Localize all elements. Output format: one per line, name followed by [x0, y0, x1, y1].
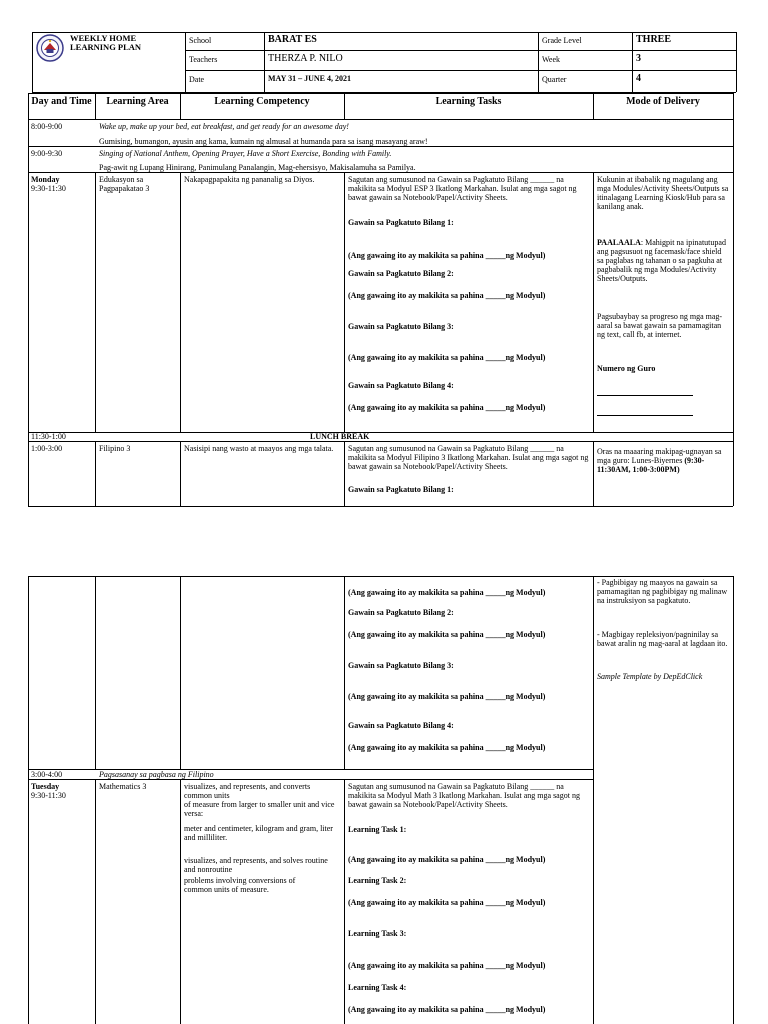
time-filipino: 1:00-3:00	[31, 444, 63, 453]
task-intro-esp: Sagutan ang sumusunod na Gawain sa Pagkatuto Bilang ______ na makikita sa Modyul ESP 3 Ikatlong Markahan. Isulat ang mga sagot ng bawat gawain sa Notebook/Papel/Activity Sheets.	[348, 175, 577, 202]
time-monday: 9:30-11:30	[31, 184, 66, 193]
oras-time: (9:30-11:30AM, 1:00-3:00PM)	[597, 456, 705, 474]
teachers-value: THERZA P. NILO	[268, 53, 343, 64]
opening-english: Singing of National Anthem, Opening Prayer, Have a Short Exercise, Bonding with Family.	[99, 149, 392, 158]
routine-english: Wake up, make up your bed, eat breakfast, and get ready for an awesome day!	[99, 122, 349, 131]
delivery-pagbibigay: - Pagbibigay ng maayos na gawain sa pamamagitan ng pagbibigay ng malinaw na instruksiyon sa pagkatuto.	[597, 578, 728, 605]
gawain-1-filipino-label: Gawain sa Pagkatuto Bilang 1:	[348, 485, 454, 494]
school-label: School	[189, 36, 212, 45]
delivery-oras	[597, 447, 729, 474]
competency-math-1: visualizes, and represents, and converts common units	[184, 782, 311, 800]
ang-gawain-math-3: (Ang gawaing ito ay makikita sa pahina _____ng Modyul)	[348, 961, 546, 970]
competency-math-5: problems involving conversions of common units of measure.	[184, 876, 296, 894]
ang-gawain-p2-2: (Ang gawaing ito ay makikita sa pahina _____ng Modyul)	[348, 630, 546, 639]
time-pagsasanay: 3:00-4:00	[31, 770, 63, 779]
gawain-2-label: Gawain sa Pagkatuto Bilang 2:	[348, 269, 454, 278]
school-value: BARAT ES	[268, 34, 317, 45]
learning-task-4-label: Learning Task 4:	[348, 983, 407, 992]
competency-math-4: visualizes, and represents, and solves routine and nonroutine	[184, 856, 328, 874]
delivery-magbigay: - Magbigay repleksiyon/pagninilay sa bawat aralin ng mag-aaral at lagdaan ito.	[597, 630, 728, 648]
signature-line-2	[597, 415, 693, 416]
teachers-label: Teachers	[189, 55, 218, 64]
lunch-break-label: LUNCH BREAK	[310, 432, 370, 441]
time-tuesday: 9:30-11:30	[31, 791, 66, 800]
ang-gawain-math-2: (Ang gawaing ito ay makikita sa pahina _____ng Modyul)	[348, 898, 546, 907]
ang-gawain-3: (Ang gawaing ito ay makikita sa pahina _____ng Modyul)	[348, 353, 546, 362]
quarter-label: Quarter	[542, 75, 567, 84]
gawain-4-p2-label: Gawain sa Pagkatuto Bilang 4:	[348, 721, 454, 730]
signature-line-1	[597, 395, 693, 396]
competency-filipino: Nasisipi nang wasto at maayos ang mga talata.	[184, 444, 334, 453]
ang-gawain-1: (Ang gawaing ito ay makikita sa pahina _____ng Modyul)	[348, 251, 546, 260]
area-filipino: Filipino 3	[99, 444, 131, 453]
grade-level-label: Grade Level	[542, 36, 582, 45]
delivery-pagsubaybay: Pagsubaybay sa progreso ng mga mag-aaral sa bawat gawain sa pamamagitan ng text, call fb, at internet.	[597, 312, 723, 339]
gawain-4-label: Gawain sa Pagkatuto Bilang 4:	[348, 381, 454, 390]
sample-template-credit: Sample Template by DepEdClick	[597, 672, 703, 681]
gawain-3-label: Gawain sa Pagkatuto Bilang 3:	[348, 322, 454, 331]
col-header-tasks: Learning Tasks	[435, 96, 502, 107]
ang-gawain-math-4: (Ang gawaing ito ay makikita sa pahina _____ng Modyul)	[348, 1005, 546, 1014]
date-value: MAY 31 – JUNE 4, 2021	[268, 74, 351, 83]
task-intro-filipino: Sagutan ang sumusunod na Gawain sa Pagkatuto Bilang ______ na makikita sa Modyul Filipino 3 Ikatlong Markahan. Isulat ang mga sagot ng bawat gawain sa Notebook/Papel/Activity Sheets.	[348, 444, 589, 471]
delivery-kukunin: Kukunin at ibabalik ng magulang ang mga Modules/Activity Sheets/Outputs sa itinalagang Learning Kiosk/Hub para sa kanilang anak.	[597, 175, 729, 211]
oras-text: Oras na maaaring makipag-ugnayan sa mga guro: Lunes-Biyernes	[597, 447, 722, 465]
col-header-day-time: Day and Time	[31, 96, 92, 107]
ang-gawain-p2-1: (Ang gawaing ito ay makikita sa pahina _____ng Modyul)	[348, 588, 546, 597]
gawain-1-label: Gawain sa Pagkatuto Bilang 1:	[348, 218, 454, 227]
deped-seal-icon	[36, 34, 64, 62]
routine-filipino: Gumising, bumangon, ayusin ang kama, kumain ng almusal at humanda para sa isang masayang araw!	[99, 137, 428, 146]
pagsasanay-text: Pagsasanay sa pagbasa ng Filipino	[99, 770, 214, 779]
week-value: 3	[636, 53, 641, 64]
area-esp: Edukasyon sa Pagpapakatao 3	[99, 175, 150, 193]
gawain-3-p2-label: Gawain sa Pagkatuto Bilang 3:	[348, 661, 454, 670]
paalaala-label: PAALAALA	[597, 238, 641, 247]
paalaala-text: : Mahigpit na ipinatutupad ang pagsusuot ng facemask/face shield sa paglabas ng tahanan o sa pagkuha at pagbabalik ng mga Modules/Activity Sheets/Outputs.	[597, 238, 726, 283]
area-math: Mathematics 3	[99, 782, 147, 791]
learning-task-2-label: Learning Task 2:	[348, 876, 407, 885]
ang-gawain-p2-3: (Ang gawaing ito ay makikita sa pahina _____ng Modyul)	[348, 692, 546, 701]
gawain-2-p2-label: Gawain sa Pagkatuto Bilang 2:	[348, 608, 454, 617]
plan-title-line1: WEEKLY HOME	[70, 33, 137, 43]
delivery-paalaala	[597, 238, 729, 283]
date-label: Date	[189, 75, 205, 84]
grade-level-value: THREE	[636, 34, 672, 45]
quarter-value: 4	[636, 73, 641, 84]
day-monday: Monday	[31, 175, 60, 184]
competency-math-3: meter and centimeter, kilogram and gram, liter and milliliter.	[184, 824, 333, 842]
ang-gawain-p2-4: (Ang gawaing ito ay makikita sa pahina _____ng Modyul)	[348, 743, 546, 752]
competency-esp: Nakapagpapakita ng pananalig sa Diyos.	[184, 175, 315, 184]
numero-ng-guro-label: Numero ng Guro	[597, 364, 656, 373]
plan-title-line2: LEARNING PLAN	[70, 42, 142, 52]
time-9-930: 9:00-9:30	[31, 149, 63, 158]
time-8-9: 8:00-9:00	[31, 122, 63, 131]
time-lunch: 11:30-1:00	[31, 432, 66, 441]
col-header-competency: Learning Competency	[214, 96, 310, 107]
learning-task-1-label: Learning Task 1:	[348, 825, 407, 834]
competency-math-2: of measure from larger to smaller unit and vice versa:	[184, 800, 335, 818]
day-tuesday: Tuesday	[31, 782, 60, 791]
task-intro-math: Sagutan ang sumusunod na Gawain sa Pagkatuto Bilang ______ na makikita sa Modyul Math 3 Ikatlong Markahan. Isulat ang mga sagot ng bawat gawain sa Notebook/Papel/Activity Sheets.	[348, 782, 580, 809]
opening-filipino: Pag-awit ng Lupang Hinirang, Panimulang Panalangin, Mag-ehersisyo, Makisalamuha sa Pamilya.	[99, 163, 416, 172]
learning-task-3-label: Learning Task 3:	[348, 929, 407, 938]
week-label: Week	[542, 55, 561, 64]
ang-gawain-4: (Ang gawaing ito ay makikita sa pahina _____ng Modyul)	[348, 403, 546, 412]
col-header-delivery: Mode of Delivery	[626, 96, 700, 107]
ang-gawain-math-1: (Ang gawaing ito ay makikita sa pahina _____ng Modyul)	[348, 855, 546, 864]
ang-gawain-2: (Ang gawaing ito ay makikita sa pahina _____ng Modyul)	[348, 291, 546, 300]
col-header-learning-area: Learning Area	[106, 96, 169, 107]
